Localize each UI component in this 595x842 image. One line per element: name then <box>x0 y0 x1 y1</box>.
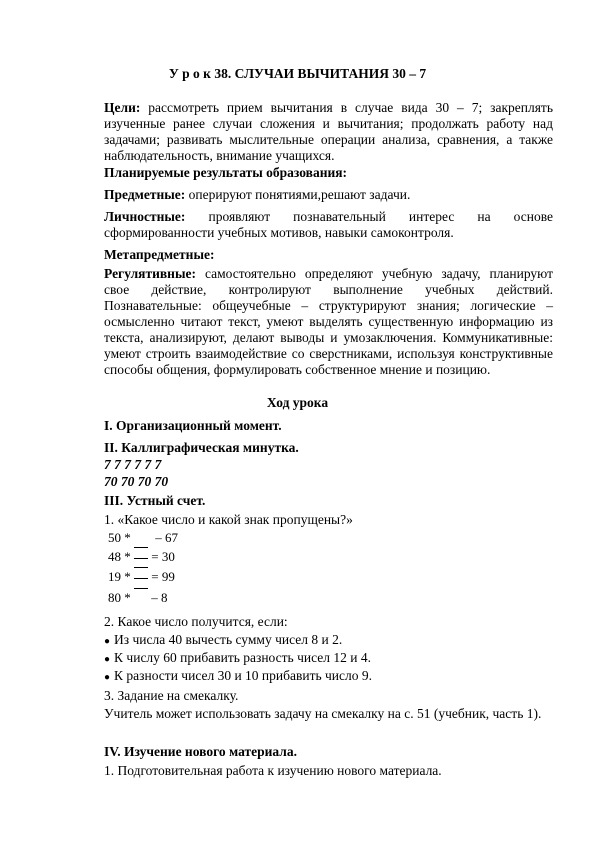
section-2-heading: II. Каллиграфическая минутка. <box>104 440 299 455</box>
course-heading: Ход урока <box>266 395 329 410</box>
section-3-heading: III. Устный счет. <box>104 493 206 508</box>
task-1-heading: 1. «Какое число и какой знак пропущены?» <box>104 512 353 527</box>
example-1-right: – 67 <box>155 530 178 545</box>
goals-label: Цели: <box>104 100 141 115</box>
lesson-title <box>0 66 595 82</box>
task-3-heading: 3. Задание на смекалку. <box>104 688 239 703</box>
regulative-text: самостоятельно определяют учебную задачу, планируют свое действие, контролируют выполнение учебных действий. Познавательные: общеучебные – структурируют знания; логические – осмысленно читают текст, умеют выделять существенную информацию из текста, анализируют, делают выводы и умозаключения. Коммуникативные: умеют строить взаимодействие со сверстниками, используя конструктивные способы общения, формулировать собственное мнение и позицию. <box>104 266 553 377</box>
section-1-heading: I. Организационный момент. <box>104 418 282 433</box>
lesson-topic: СЛУЧАИ ВЫЧИТАНИЯ 30 – 7 <box>234 66 427 81</box>
example-4 <box>108 590 168 606</box>
example-1 <box>108 530 178 546</box>
example-2-right: = 30 <box>151 549 175 564</box>
task-2-item-1-text: Из числа 40 вычесть сумму чисел 8 и 2. <box>114 632 343 647</box>
task-2-item-3-text: К разности чисел 30 и 10 прибавить число 9. <box>114 668 373 683</box>
bullet-icon: ● <box>104 654 111 665</box>
example-3-left: 19 * <box>108 569 131 584</box>
example-4-left: 80 * <box>108 590 131 605</box>
personal-label: Личностные: <box>104 209 186 224</box>
meta-results-heading: Метапредметные: <box>104 247 215 262</box>
subject-results <box>104 187 553 203</box>
task-2-item-2 <box>104 650 553 668</box>
subject-label: Предметные: <box>104 187 186 202</box>
planned-results-heading: Планируемые результаты образования: <box>104 165 348 180</box>
example-2-blank <box>134 549 148 561</box>
example-1-blank <box>136 532 150 542</box>
lesson-number: У р о к 38. <box>168 66 232 81</box>
regulative-label: Регулятивные: <box>104 266 196 281</box>
prep-item: 1. Подготовительная работа к изучению нового материала. <box>104 763 442 778</box>
example-3 <box>108 569 175 585</box>
goals-paragraph <box>104 100 553 164</box>
calligraphy-line-2: 70 70 70 70 <box>104 474 169 489</box>
task-2-item-3 <box>104 668 553 686</box>
section-4-heading: IV. Изучение нового материала. <box>104 744 297 759</box>
example-4-blank <box>134 590 148 602</box>
task-2-item-1 <box>104 632 553 650</box>
example-2 <box>108 549 175 565</box>
example-4-right: – 8 <box>151 590 168 605</box>
example-2-left: 48 * <box>108 549 131 564</box>
task-2-item-2-text: К числу 60 прибавить разность чисел 12 и 4. <box>114 650 371 665</box>
task-2-heading: 2. Какое число получится, если: <box>104 614 288 629</box>
goals-text: рассмотреть прием вычитания в случае вида 30 – 7; закреплять изученные ранее случаи сложения и вычитания; продолжать работу над задачами; развивать мыслительные операции анализа, сравнения, а также наблюдательность, внимание учащихся. <box>104 100 553 163</box>
calligraphy-line-1: 7 7 7 7 7 7 <box>104 457 162 472</box>
regulative-paragraph <box>104 266 553 378</box>
bullet-icon: ● <box>104 672 111 683</box>
personal-results <box>104 209 553 241</box>
subject-text: оперируют понятиями,решают задачи. <box>185 187 411 202</box>
example-3-right: = 99 <box>151 569 175 584</box>
example-3-blank <box>134 569 148 581</box>
personal-text: проявляют познавательный интерес на основе сформированности учебных мотивов, навыки самоконтроля. <box>104 209 553 240</box>
bullet-icon: ● <box>104 636 111 647</box>
teacher-note: Учитель может использовать задачу на смекалку на с. 51 (учебник, часть 1). <box>104 706 542 721</box>
example-1-left: 50 * <box>108 530 131 545</box>
